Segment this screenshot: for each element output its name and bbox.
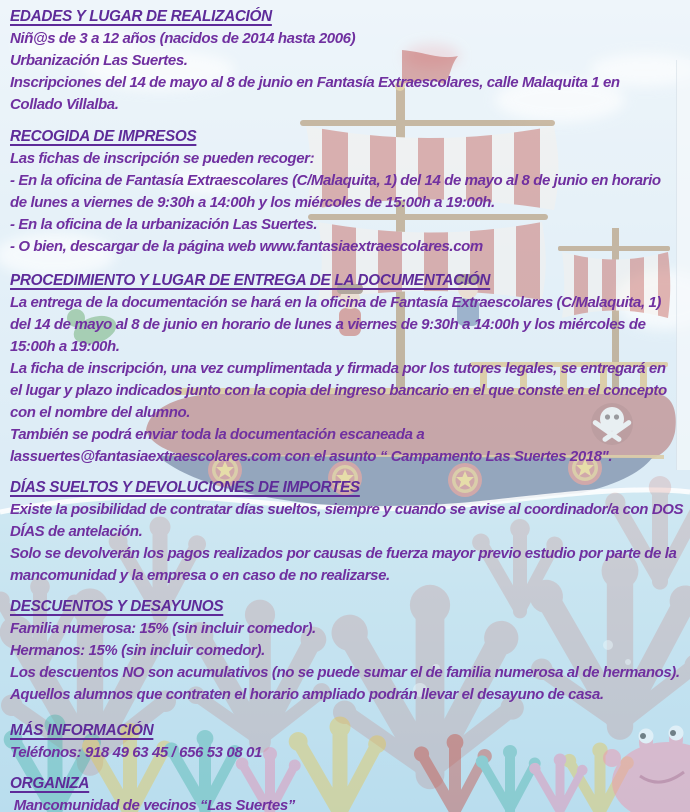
- body-line: Aquellos alumnos que contraten el horario ampliado podrán llevar el desayuno de casa.: [10, 686, 604, 703]
- body-line: el lugar y plazo indicados junto con la copia del ingreso bancario en el que conste en el concepto: [10, 382, 667, 399]
- body-line: 15:00h a 19:00h.: [10, 338, 120, 355]
- body-line: lassuertes@fantasiaextraescolares.com con el asunto “ Campamento Las Suertes 2018".: [10, 448, 613, 465]
- body-line: También se podrá enviar toda la documentación escaneada a: [10, 426, 425, 443]
- section-mas-informacion: [10, 720, 690, 764]
- body-line: Collado Villalba.: [10, 96, 119, 113]
- section-title: RECOGIDA DE IMPRESOS: [10, 128, 197, 145]
- body-line: Las fichas de inscripción se pueden recoger:: [10, 150, 315, 167]
- section-dias-sueltos: [10, 477, 690, 587]
- body-line: Niñ@s de 3 a 12 años (nacidos de 2014 hasta 2006): [10, 30, 356, 47]
- body-line: de lunes a viernes de 9:30h a 14:00h y los miércoles de 15:00h a 19:00h.: [10, 194, 495, 211]
- body-line: Teléfonos: 918 49 63 45 / 656 53 08 01: [10, 744, 262, 761]
- body-line: Inscripciones del 14 de mayo al 8 de junio en Fantasía Extraescolares, calle Malaquita 1 en: [10, 74, 620, 91]
- body-line: Familia numerosa: 15% (sin incluir comedor).: [10, 620, 316, 637]
- body-line: DÍAS de antelación.: [10, 523, 143, 540]
- section-title: DESCUENTOS Y DESAYUNOS: [10, 598, 224, 615]
- body-line: Los descuentos NO son acumulativos (no se puede sumar el de familia numerosa al de hermanos).: [10, 664, 680, 681]
- section-title: ORGANIZA: [10, 775, 90, 792]
- body-line: - En la oficina de Fantasía Extraescolares (C/Malaquita, 1) del 14 de mayo al 8 de junio en horario: [10, 172, 661, 189]
- body-line: Solo se devolverán los pagos realizados por causas de fuerza mayor previo estudio por parte de la: [10, 545, 677, 562]
- section-title: PROCEDIMIENTO Y LUGAR DE ENTREGA DE LA DOCUMENTACIÓN: [10, 272, 491, 289]
- section-organiza: [10, 773, 690, 812]
- body-line: mancomunidad y la empresa o en caso de no realizarse.: [10, 567, 390, 584]
- section-descuentos-desayunos: [10, 596, 690, 706]
- body-line: La entrega de la documentación se hará en la oficina de Fantasía Extraescolares (C/Malaquita, 1): [10, 294, 661, 311]
- body-line: - En la oficina de la urbanización Las Suertes.: [10, 216, 318, 233]
- section-title: MÁS INFORMACIÓN: [10, 722, 154, 739]
- section-title: EDADES Y LUGAR DE REALIZACIÓN: [10, 8, 272, 25]
- body-line: La ficha de inscripción, una vez cumplimentada y firmada por los tutores legales, se entregará en: [10, 360, 666, 377]
- body-line: Mancomunidad de vecinos “Las Suertes”: [10, 797, 295, 812]
- body-line: del 14 de mayo al 8 de junio en horario de lunes a viernes de 9:30h a 14:00h y los miércoles de: [10, 316, 646, 333]
- flyer-text: [10, 0, 690, 812]
- body-line: Hermanos: 15% (sin incluir comedor).: [10, 642, 265, 659]
- section-procedimiento-entrega: [10, 270, 690, 468]
- body-line: Existe la posibilidad de contratar días sueltos, siempre y cuando se avise al coordinador/a con DOS: [10, 501, 684, 518]
- body-line: con el nombre del alumno.: [10, 404, 191, 421]
- section-edades-y-lugar: [10, 6, 690, 116]
- body-line: Urbanización Las Suertes.: [10, 52, 188, 69]
- section-recogida-impresos: [10, 126, 690, 258]
- section-title: DÍAS SUELTOS Y DEVOLUCIONES DE IMPORTES: [10, 479, 360, 496]
- body-line: - O bien, descargar de la página web www.fantasiaextraescolares.com: [10, 238, 483, 255]
